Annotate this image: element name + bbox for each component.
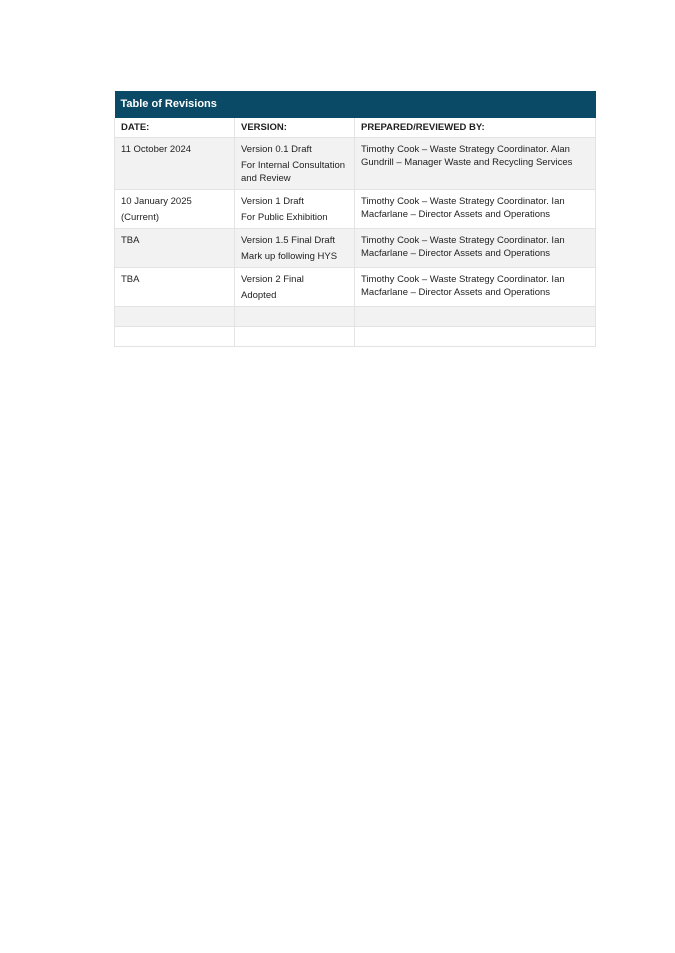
date-cell <box>115 138 235 190</box>
date-cell <box>115 229 235 268</box>
header-date: DATE: <box>115 118 235 138</box>
table-row <box>115 268 596 307</box>
header-version: VERSION: <box>235 118 355 138</box>
empty-cell <box>235 307 355 327</box>
empty-cell <box>355 307 596 327</box>
date-text: TBA <box>121 274 140 285</box>
version-note: Mark up following HYS <box>241 251 338 262</box>
table-row <box>115 138 596 190</box>
revisions-table <box>114 91 596 347</box>
version-note: Adopted <box>241 290 277 301</box>
version-text: Version 1.5 Final Draft <box>241 235 335 246</box>
date-text: 11 October 2024 <box>121 144 192 155</box>
table-header-row <box>115 118 596 138</box>
empty-cell <box>355 327 596 347</box>
empty-table-row <box>115 307 596 327</box>
table-title-row <box>115 91 596 118</box>
table-title: Table of Revisions <box>115 91 596 118</box>
date-text: TBA <box>121 235 140 246</box>
prepared-cell: Timothy Cook – Waste Strategy Coordinator. Ian Macfarlane – Director Assets and Operations <box>355 268 596 307</box>
empty-cell <box>115 307 235 327</box>
version-cell <box>235 268 355 307</box>
empty-cell <box>115 327 235 347</box>
table-row <box>115 229 596 268</box>
header-prepared: PREPARED/REVIEWED BY: <box>355 118 596 138</box>
version-cell <box>235 190 355 229</box>
date-text: 10 January 2025 <box>121 196 192 207</box>
prepared-cell: Timothy Cook – Waste Strategy Coordinator. Ian Macfarlane – Director Assets and Operations <box>355 229 596 268</box>
version-text: Version 1 Draft <box>241 196 304 207</box>
prepared-cell: Timothy Cook – Waste Strategy Coordinator. Alan Gundrill – Manager Waste and Recycling Services <box>355 138 596 190</box>
version-text: Version 2 Final <box>241 274 304 285</box>
table-row <box>115 190 596 229</box>
date-note: (Current) <box>121 212 160 223</box>
version-note: For Public Exhibition <box>241 212 328 223</box>
date-cell <box>115 268 235 307</box>
version-cell <box>235 229 355 268</box>
empty-cell <box>235 327 355 347</box>
prepared-cell: Timothy Cook – Waste Strategy Coordinator. Ian Macfarlane – Director Assets and Operations <box>355 190 596 229</box>
date-cell <box>115 190 235 229</box>
version-note: For Internal Consultation and Review <box>241 160 346 184</box>
version-cell <box>235 138 355 190</box>
empty-table-row <box>115 327 596 347</box>
version-text: Version 0.1 Draft <box>241 144 312 155</box>
